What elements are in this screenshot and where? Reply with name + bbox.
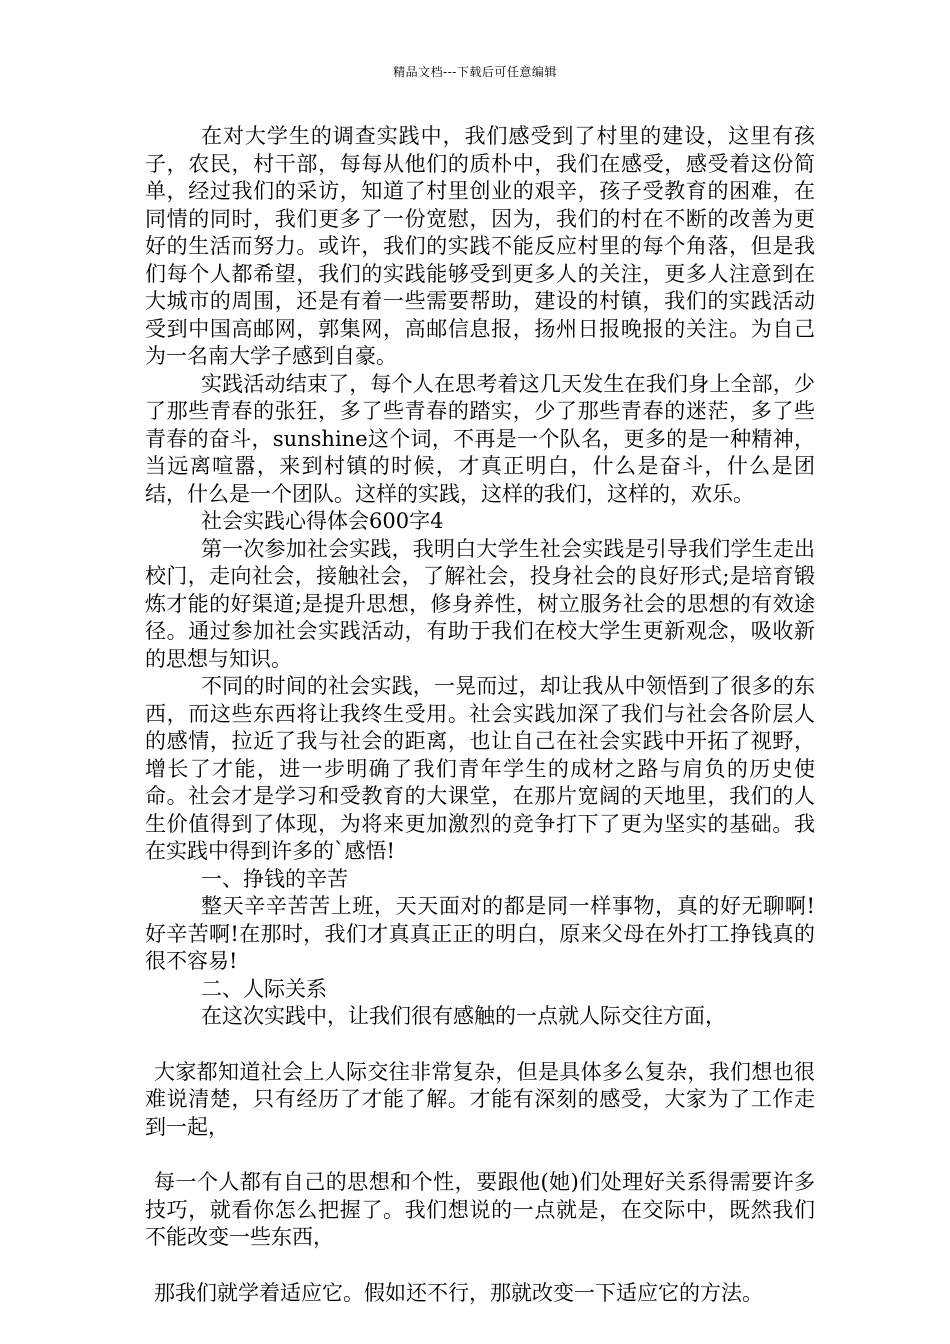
paragraph-individual-thoughts: 每一个人都有自己的思想和个性，要跟他(她)们处理好关系得需要许多技巧，就看你怎么把握了。我们想说的一点就是，在交际中，既然我们不能改变一些东西， xyxy=(145,1170,815,1249)
paragraph-first-practice: 第一次参加社会实践，我明白大学生社会实践是引导我们学生走出校门，走向社会，接触社会，了解社会，投身社会的良好形式;是培育锻炼才能的好渠道;是提升思想，修身养性，树立服务社会的思想的有效途径。通过参加社会实践活动，有助于我们在校大学生更新观念，吸收新的思想与知识。 xyxy=(145,536,815,671)
heading-relationships: 二、人际关系 xyxy=(201,976,327,1001)
paragraph-complex-relations: 大家都知道社会上人际交往非常复杂，但是具体多么复杂，我们想也很难说清楚，只有经历了才能了解。才能有深刻的感受，大家为了工作走到一起， xyxy=(145,1059,815,1139)
paragraph-adapt: 那我们就学着适应它。假如还不行，那就改变一下适应它的方法。 xyxy=(154,1280,763,1305)
paragraph-relationships-intro: 在这次实践中，让我们很有感触的一点就人际交往方面， xyxy=(201,1004,726,1028)
paragraph-hard-work: 整天辛辛苦苦上班，天天面对的都是同一样事物，真的好无聊啊!好辛苦啊!在那时，我们才真真正正的明白，原来父母在外打工挣钱真的很不容易! xyxy=(145,894,815,973)
paragraph-practice-end: 实践活动结束了，每个人在思考着这几天发生在我们身上全部，少了那些青春的张狂，多了些青春的踏实，少了那些青春的迷茫，多了些青春的奋斗，sunshine这个词，不再是一个队名，更多的是一种精神，当远离喧嚣，来到村镇的时候，才真正明白，什么是奋斗，什么是团结，什么是一个团队。这样的实践，这样的我们，这样的，欢乐。 xyxy=(145,371,815,506)
paragraph-different-times: 不同的时间的社会实践，一晃而过，却让我从中领悟到了很多的东西，而这些东西将让我终生受用。社会实践加深了我们与社会各阶层人的感情，拉近了我与社会的距离，也让自己在社会实践中开拓了视野，增长了才能，进一步明确了我们青年学生的成材之路与肩负的历史使命。社会才是学习和受教育的大课堂，在那片宽阔的天地里，我们的人生价值得到了体现，为将来更加激烈的竞争打下了更为坚实的基础。我在实践中得到许多的`感悟! xyxy=(145,674,815,863)
page-header: 精品文档---下载后可任意编辑 xyxy=(393,65,557,79)
document-body xyxy=(145,123,815,1307)
section-title-600-words-4: 社会实践心得体会600字4 xyxy=(201,509,444,533)
paragraph-village-survey: 在对大学生的调查实践中，我们感受到了村里的建设，这里有孩子，农民，村干部，每每从他们的质朴中，我们在感受，感受着这份简单，经过我们的采访，知道了村里创业的艰辛，孩子受教育的困难，在同情的同时，我们更多了一份宽慰，因为，我们的村在不断的改善为更好的生活而努力。或许，我们的实践不能反应村里的每个角落，但是我们每个人都希望，我们的实践能够受到更多人的关注，更多人注意到在大城市的周围，还是有着一些需要帮助，建设的村镇，我们的实践活动受到中国高邮网，郭集网，高邮信息报，扬州日报晚报的关注。为自己为一名南大学子感到自豪。 xyxy=(145,124,815,368)
heading-earning-money: 一、挣钱的辛苦 xyxy=(201,866,348,891)
